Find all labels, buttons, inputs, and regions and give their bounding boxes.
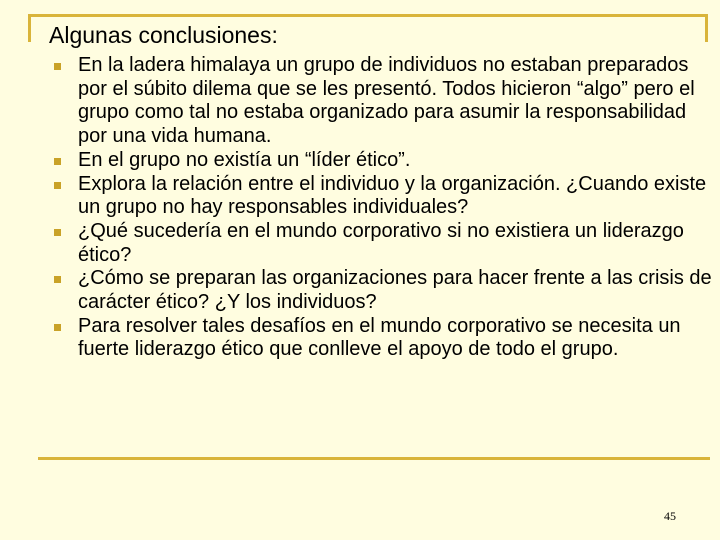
bullet-item: [50, 173, 718, 220]
bullet-text: En el grupo no existía un “líder ético”.: [78, 148, 411, 171]
bullet-text: En la ladera himalaya un grupo de individuos no estaban preparados por el súbito dilema que se les presentó. Todos hicieron “algo” pero el grupo como tal no estaba organizado para asumir la responsabilidad por una vida humana.: [78, 54, 695, 148]
bullet-list: [50, 54, 718, 362]
left-rule: [28, 14, 31, 42]
bullet-text: ¿Cómo se preparan las organizaciones para hacer frente a las crisis de carácter ético? ¿Y los individuos?: [78, 267, 712, 314]
top-rule: [28, 14, 708, 17]
bullet-item: [50, 54, 718, 149]
square-bullet-icon: [54, 63, 61, 70]
square-bullet-icon: [54, 276, 61, 283]
right-rule: [705, 14, 708, 42]
bullet-item: [50, 267, 718, 314]
bullet-text: Para resolver tales desafíos en el mundo corporativo se necesita un fuerte liderazgo ético que conlleve el apoyo de todo el grupo.: [78, 314, 681, 361]
slide-title: Algunas conclusiones:: [49, 22, 278, 48]
square-bullet-icon: [54, 158, 61, 165]
bullet-text: Explora la relación entre el individuo y la organización. ¿Cuando existe un grupo no hay responsables individuales?: [78, 172, 707, 219]
square-bullet-icon: [54, 182, 61, 189]
bottom-rule: [38, 457, 710, 460]
bullet-item: [50, 220, 718, 267]
page-number: 45: [664, 509, 676, 523]
square-bullet-icon: [54, 324, 61, 331]
square-bullet-icon: [54, 229, 61, 236]
bullet-item: [50, 149, 718, 173]
bullet-text: ¿Qué sucedería en el mundo corporativo si no existiera un liderazgo ético?: [78, 219, 684, 266]
bullet-item: [50, 315, 718, 362]
